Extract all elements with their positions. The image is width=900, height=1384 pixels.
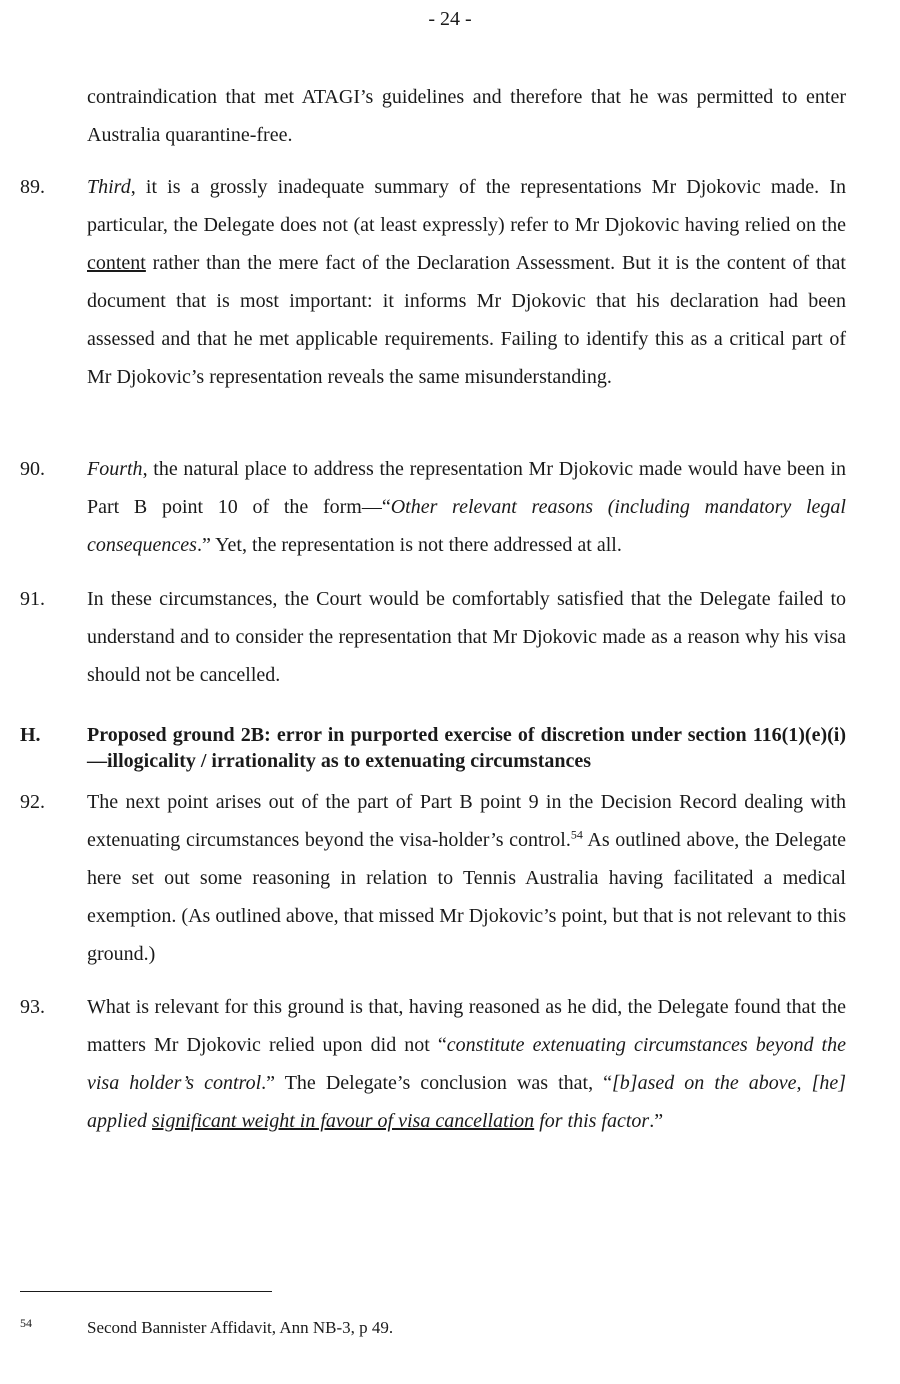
paragraph-89-text-b: rather than the mere fact of the Declaration Assessment. But it is the content of that document that is most important: it informs Mr Djokovic that his declaration had been assessed and that he met applicable requirements. Failing to identify this as a critical part of Mr Djokovic’s representation reveals the same misunderstanding. bbox=[87, 252, 846, 388]
section-number-h: H. bbox=[20, 724, 41, 746]
paragraph-number-89: 89. bbox=[20, 176, 45, 198]
paragraph-89-lead: Third bbox=[87, 176, 131, 198]
paragraph-93-text-c: .” bbox=[649, 1110, 664, 1132]
continuation-paragraph: contraindication that met ATAGI’s guidelines and therefore that he was permitted to enter Australia quarantine-free. bbox=[87, 86, 846, 146]
paragraph-90-quote: Other relevant reasons (including mandatory legal consequences bbox=[87, 496, 846, 556]
paragraph-93-quote-c: for this factor bbox=[534, 1110, 650, 1132]
page-number: - 24 - bbox=[428, 8, 472, 30]
paragraph-90-text-b: .” Yet, the representation is not there addressed at all. bbox=[196, 534, 622, 556]
paragraph-91: In these circumstances, the Court would be comfortably satisfied that the Delegate failed to understand and to consider the representation that Mr Djokovic made as a reason why his visa should not be cancelled. bbox=[87, 588, 846, 686]
paragraph-number-92: 92. bbox=[20, 791, 45, 813]
paragraph-90 bbox=[87, 450, 846, 564]
footnote-text: Second Bannister Affidavit, Ann NB-3, p 49. bbox=[87, 1318, 394, 1337]
paragraph-93-text-b: .” The Delegate’s conclusion was that, “ bbox=[261, 1072, 613, 1094]
paragraph-number-91: 91. bbox=[20, 588, 45, 610]
paragraph-93 bbox=[87, 988, 846, 1140]
paragraph-90-lead: Fourth bbox=[87, 458, 143, 480]
paragraph-89-underlined: content bbox=[87, 252, 146, 274]
paragraph-89 bbox=[87, 168, 846, 396]
footnote-separator bbox=[20, 1291, 272, 1292]
paragraph-93-quote-underlined: significant weight in favour of visa cancellation bbox=[152, 1110, 535, 1132]
paragraph-93-text-a: What is relevant for this ground is that, having reasoned as he did, the Delegate found that the matters Mr Djokovic relied upon did not “ bbox=[87, 996, 846, 1056]
section-heading-h: Proposed ground 2B: error in purported exercise of discretion under section 116(1)(e)(i)—illogicality / irrationality as to extenuating circumstances bbox=[87, 724, 846, 772]
paragraph-number-90: 90. bbox=[20, 458, 45, 480]
paragraph-number-93: 93. bbox=[20, 996, 45, 1018]
paragraph-90-text-a: , the natural place to address the representation Mr Djokovic made would have been in Part B point 10 of the form—“ bbox=[87, 458, 846, 518]
paragraph-92-text-b: As outlined above, the Delegate here set out some reasoning in relation to Tennis Australia having facilitated a medical exemption. (As outlined above, that missed Mr Djokovic’s point, but that is not relevant to this ground.) bbox=[87, 829, 847, 965]
paragraph-92-text-a: The next point arises out of the part of Part B point 9 in the Decision Record dealing with extenuating circumstances beyond the visa-holder’s control. bbox=[87, 791, 846, 851]
paragraph-93-quote-a: constitute extenuating circumstances beyond the visa holder’s control bbox=[87, 1034, 846, 1094]
paragraph-93-quote-b: [b]ased on the above, [he] applied bbox=[87, 1072, 847, 1132]
footnote-number: 54 bbox=[20, 1316, 32, 1330]
paragraph-89-text-a: , it is a grossly inadequate summary of the representations Mr Djokovic made. In particular, the Delegate does not (at least expressly) refer to Mr Djokovic having relied on the bbox=[87, 176, 846, 236]
paragraph-92 bbox=[87, 783, 846, 973]
footnote-reference-54[interactable]: 54 bbox=[570, 827, 583, 842]
